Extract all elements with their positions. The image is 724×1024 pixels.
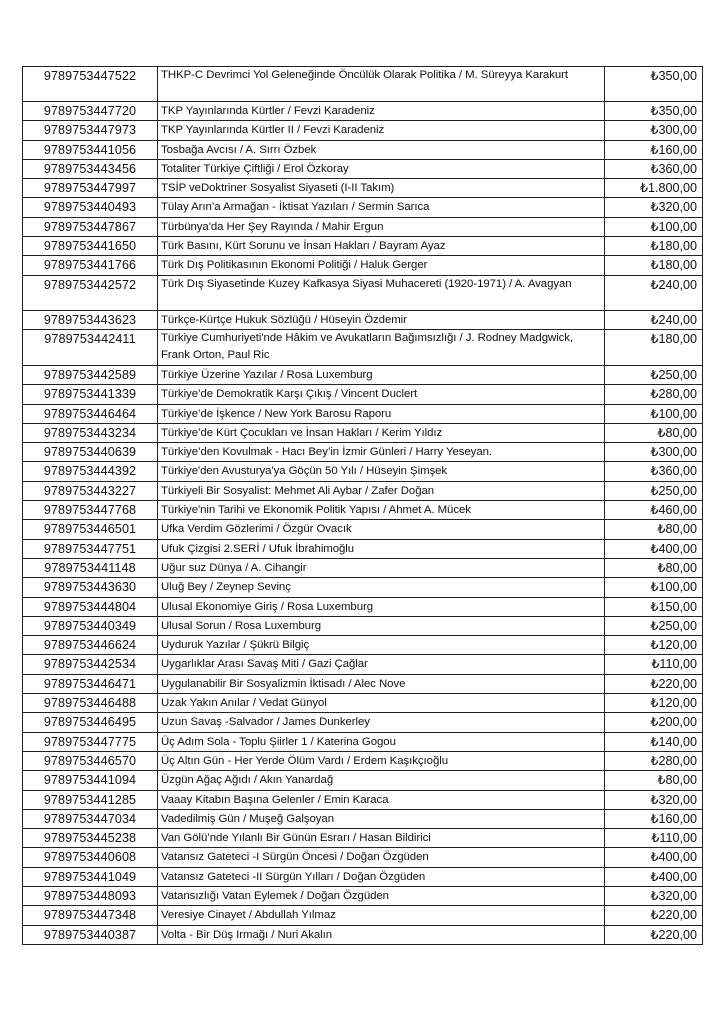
title-cell: Vadedilmiş Gün / Muşeğ Galşoyan (158, 809, 605, 828)
table-row (23, 256, 703, 275)
title-cell: Türk Basını, Kürt Sorunu ve İnsan Hakları / Bayram Ayaz (158, 237, 605, 256)
title-cell: Türkiye'nin Tarihi ve Ekonomik Politik Yapısı / Ahmet A. Mücek (158, 501, 605, 520)
price-list-page (22, 66, 702, 945)
price-cell: ₺300,00 (605, 121, 703, 140)
title-cell: TSİP veDoktriner Sosyalist Siyaseti (I-II Takım) (158, 179, 605, 198)
table-row (23, 237, 703, 256)
price-cell: ₺100,00 (605, 217, 703, 236)
isbn-cell: 9789753445238 (23, 829, 158, 848)
table-row (23, 385, 703, 404)
isbn-cell: 9789753440387 (23, 925, 158, 944)
table-row (23, 674, 703, 693)
price-cell: ₺180,00 (605, 237, 703, 256)
price-cell: ₺80,00 (605, 423, 703, 442)
isbn-cell: 9789753443456 (23, 159, 158, 178)
title-cell: Üç Altın Gün - Her Yerde Ölüm Vardı / Erdem Kaşıkçıoğlu (158, 751, 605, 770)
isbn-cell: 9789753442411 (23, 329, 158, 365)
table-row (23, 462, 703, 481)
title-cell: Türk Dış Politikasının Ekonomi Politiği / Haluk Gerger (158, 256, 605, 275)
price-cell: ₺120,00 (605, 694, 703, 713)
price-cell: ₺140,00 (605, 732, 703, 751)
isbn-cell: 9789753447867 (23, 217, 158, 236)
table-row (23, 886, 703, 905)
title-cell: Uzak Yakın Anılar / Vedat Günyol (158, 694, 605, 713)
table-row (23, 179, 703, 198)
isbn-cell: 9789753444804 (23, 597, 158, 616)
price-cell: ₺220,00 (605, 925, 703, 944)
price-cell: ₺160,00 (605, 809, 703, 828)
title-cell: Türkiye’de Kürt Çocukları ve İnsan Hakları / Kerim Yıldız (158, 423, 605, 442)
isbn-cell: 9789753441056 (23, 140, 158, 159)
table-row (23, 443, 703, 462)
isbn-cell: 9789753446495 (23, 713, 158, 732)
isbn-cell: 9789753441094 (23, 771, 158, 790)
title-cell: Uygarlıklar Arası Savaş Miti / Gazi Çağlar (158, 655, 605, 674)
title-cell: Tosbağa Avcısı / A. Sırrı Özbek (158, 140, 605, 159)
table-row (23, 217, 703, 236)
table-row (23, 848, 703, 867)
title-cell: Ulusal Sorun / Rosa Luxemburg (158, 616, 605, 635)
title-cell: Türkiyeli Bir Sosyalist: Mehmet Ali Aybar / Zafer Doğan (158, 481, 605, 500)
table-row (23, 597, 703, 616)
table-row (23, 616, 703, 635)
price-cell: ₺320,00 (605, 198, 703, 217)
price-cell: ₺120,00 (605, 636, 703, 655)
table-body (23, 67, 703, 945)
table-row (23, 423, 703, 442)
price-cell: ₺80,00 (605, 520, 703, 539)
title-cell: TKP Yayınlarında Kürtler II / Fevzi Karadeniz (158, 121, 605, 140)
isbn-cell: 9789753447973 (23, 121, 158, 140)
isbn-cell: 9789753447751 (23, 539, 158, 558)
price-cell: ₺360,00 (605, 159, 703, 178)
price-cell: ₺200,00 (605, 713, 703, 732)
price-cell: ₺180,00 (605, 256, 703, 275)
isbn-cell: 9789753441148 (23, 558, 158, 577)
table-row (23, 102, 703, 121)
table-row (23, 539, 703, 558)
isbn-cell: 9789753447997 (23, 179, 158, 198)
table-row (23, 867, 703, 886)
title-cell: Vatansızlığı Vatan Eylemek / Doğan Özgüden (158, 886, 605, 905)
title-cell: Vatansız Gateteci -I Sürgün Öncesi / Doğan Özgüden (158, 848, 605, 867)
isbn-cell: 9789753442589 (23, 365, 158, 384)
isbn-cell: 9789753440493 (23, 198, 158, 217)
price-cell: ₺180,00 (605, 329, 703, 365)
title-cell: Tülay Arın’a Armağan - İktisat Yazıları / Sermin Sarıca (158, 198, 605, 217)
title-cell: Türkiye Üzerine Yazılar / Rosa Luxemburg (158, 365, 605, 384)
title-cell: Ufuk Çizgisi 2.SERİ / Ufuk İbrahimoğlu (158, 539, 605, 558)
price-cell: ₺400,00 (605, 539, 703, 558)
title-cell: Türkiye’de İşkence / New York Barosu Raporu (158, 404, 605, 423)
price-cell: ₺350,00 (605, 102, 703, 121)
table-row (23, 310, 703, 329)
isbn-cell: 9789753447348 (23, 906, 158, 925)
title-cell: TKP Yayınlarında Kürtler / Fevzi Karadeniz (158, 102, 605, 121)
isbn-cell: 9789753447775 (23, 732, 158, 751)
table-row (23, 906, 703, 925)
title-cell: Uygulanabilir Bir Sosyalizmin İktisadı / Alec Nove (158, 674, 605, 693)
table-row (23, 121, 703, 140)
price-cell: ₺250,00 (605, 616, 703, 635)
isbn-cell: 9789753440349 (23, 616, 158, 635)
table-row (23, 159, 703, 178)
title-cell: Ulusal Ekonomiye Giriş / Rosa Luxemburg (158, 597, 605, 616)
isbn-cell: 9789753446471 (23, 674, 158, 693)
book-price-table (22, 66, 703, 945)
table-row (23, 578, 703, 597)
isbn-cell: 9789753441285 (23, 790, 158, 809)
isbn-cell: 9789753443234 (23, 423, 158, 442)
table-row (23, 694, 703, 713)
table-row (23, 198, 703, 217)
title-cell: Türkiye’den Kovulmak - Hacı Bey’in İzmir Günleri / Harry Yeseyan. (158, 443, 605, 462)
title-cell: Türkçe-Kürtçe Hukuk Sözlüğü / Hüseyin Özdemir (158, 310, 605, 329)
price-cell: ₺80,00 (605, 558, 703, 577)
price-cell: ₺110,00 (605, 829, 703, 848)
title-cell: Türkiye’de Demokratik Karşı Çıkış / Vincent Duclert (158, 385, 605, 404)
title-cell: Türbünya'da Her Şey Rayında / Mahir Ergun (158, 217, 605, 236)
isbn-cell: 9789753446464 (23, 404, 158, 423)
table-row (23, 520, 703, 539)
isbn-cell: 9789753447034 (23, 809, 158, 828)
price-cell: ₺400,00 (605, 848, 703, 867)
isbn-cell: 9789753441766 (23, 256, 158, 275)
price-cell: ₺110,00 (605, 655, 703, 674)
title-cell: Totaliter Türkiye Çiftliği / Erol Özkoray (158, 159, 605, 178)
table-row (23, 558, 703, 577)
title-cell: Van Gölü’nde Yılanlı Bir Günün Esrarı / Hasan Bildirici (158, 829, 605, 848)
price-cell: ₺220,00 (605, 674, 703, 693)
title-cell: Türkiye'den Avusturya'ya Göçün 50 Yılı / Hüseyin Şimşek (158, 462, 605, 481)
title-cell: THKP-C Devrimci Yol Geleneğinde Öncülük Olarak Politika / M. Süreyya Karakurt (158, 67, 605, 102)
price-cell: ₺100,00 (605, 404, 703, 423)
table-row (23, 365, 703, 384)
price-cell: ₺1.800,00 (605, 179, 703, 198)
isbn-cell: 9789753443227 (23, 481, 158, 500)
table-row (23, 67, 703, 102)
title-cell: Uyduruk Yazılar / Şükrü Bilgiç (158, 636, 605, 655)
table-row (23, 481, 703, 500)
table-row (23, 809, 703, 828)
table-row (23, 751, 703, 770)
title-cell: Volta - Bir Düş Irmağı / Nuri Akalın (158, 925, 605, 944)
isbn-cell: 9789753441049 (23, 867, 158, 886)
price-cell: ₺400,00 (605, 867, 703, 886)
price-cell: ₺460,00 (605, 501, 703, 520)
price-cell: ₺160,00 (605, 140, 703, 159)
isbn-cell: 9789753447522 (23, 67, 158, 102)
price-cell: ₺150,00 (605, 597, 703, 616)
isbn-cell: 9789753447768 (23, 501, 158, 520)
isbn-cell: 9789753443623 (23, 310, 158, 329)
table-row (23, 732, 703, 751)
isbn-cell: 9789753448093 (23, 886, 158, 905)
title-cell: Veresiye Cinayet / Abdullah Yılmaz (158, 906, 605, 925)
title-cell: Uzun Savaş -Salvador / James Dunkerley (158, 713, 605, 732)
title-cell: Uluğ Bey / Zeynep Sevinç (158, 578, 605, 597)
price-cell: ₺240,00 (605, 310, 703, 329)
isbn-cell: 9789753442534 (23, 655, 158, 674)
title-cell: Vatansız Gateteci -II Sürgün Yılları / Doğan Özgüden (158, 867, 605, 886)
isbn-cell: 9789753444392 (23, 462, 158, 481)
isbn-cell: 9789753447720 (23, 102, 158, 121)
table-row (23, 655, 703, 674)
title-cell: Üzgün Ağaç Ağıdı / Akın Yanardağ (158, 771, 605, 790)
price-cell: ₺250,00 (605, 365, 703, 384)
title-cell: Vaaay Kitabın Başına Gelenler / Emin Karaca (158, 790, 605, 809)
price-cell: ₺360,00 (605, 462, 703, 481)
isbn-cell: 9789753446501 (23, 520, 158, 539)
title-cell: Türk Dış Siyasetinde Kuzey Kafkasya Siyasi Muhacereti (1920-1971) / A. Avagyan (158, 275, 605, 310)
table-row (23, 713, 703, 732)
price-cell: ₺220,00 (605, 906, 703, 925)
isbn-cell: 9789753446488 (23, 694, 158, 713)
price-cell: ₺250,00 (605, 481, 703, 500)
price-cell: ₺80,00 (605, 771, 703, 790)
price-cell: ₺320,00 (605, 886, 703, 905)
title-cell: Üç Adım Sola - Toplu Şiirler 1 / Katerina Gogou (158, 732, 605, 751)
isbn-cell: 9789753441650 (23, 237, 158, 256)
price-cell: ₺240,00 (605, 275, 703, 310)
title-cell: Ufka Verdim Gözlerimi / Özgür Ovacık (158, 520, 605, 539)
isbn-cell: 9789753446624 (23, 636, 158, 655)
price-cell: ₺300,00 (605, 443, 703, 462)
table-row (23, 501, 703, 520)
table-row (23, 329, 703, 365)
table-row (23, 771, 703, 790)
table-row (23, 790, 703, 809)
price-cell: ₺280,00 (605, 385, 703, 404)
table-row (23, 404, 703, 423)
price-cell: ₺100,00 (605, 578, 703, 597)
isbn-cell: 9789753441339 (23, 385, 158, 404)
table-row (23, 925, 703, 944)
title-cell: Uğur suz Dünya / A. Cihangir (158, 558, 605, 577)
isbn-cell: 9789753442572 (23, 275, 158, 310)
isbn-cell: 9789753440639 (23, 443, 158, 462)
price-cell: ₺320,00 (605, 790, 703, 809)
title-cell: Türkiye Cumhuriyeti'nde Hâkim ve Avukatların Bağımsızlığı / J. Rodney Madgwick, Frank Orton, Paul Ric (158, 329, 605, 365)
table-row (23, 275, 703, 310)
isbn-cell: 9789753443630 (23, 578, 158, 597)
table-row (23, 140, 703, 159)
price-cell: ₺350,00 (605, 67, 703, 102)
price-cell: ₺280,00 (605, 751, 703, 770)
isbn-cell: 9789753440608 (23, 848, 158, 867)
table-row (23, 636, 703, 655)
table-row (23, 829, 703, 848)
isbn-cell: 9789753446570 (23, 751, 158, 770)
